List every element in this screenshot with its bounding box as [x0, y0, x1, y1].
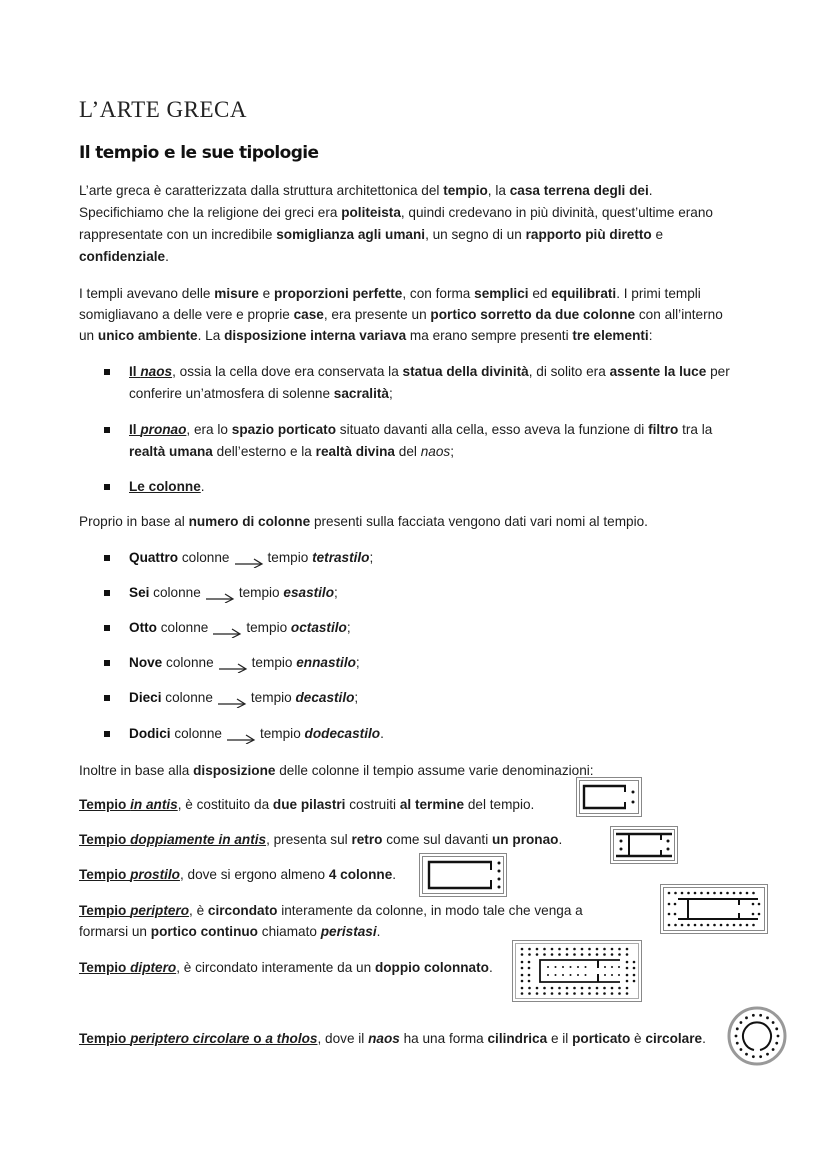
- list-item-naos-cont: conferire un’atmosfera di solenne sacralità;: [129, 386, 393, 401]
- columns-intro: Proprio in base al numero di colonne presenti sulla facciata vengono dati vari nomi al tempio.: [79, 514, 648, 529]
- column-type-item: Dodici colonne tempio dodecastilo.: [129, 723, 384, 745]
- prostilo-plan-icon: [419, 853, 507, 897]
- column-type-item: Nove colonne tempio ennastilo;: [129, 652, 360, 674]
- column-type-item: Sei colonne tempio esastilo;: [129, 582, 338, 604]
- in-antis-plan-icon: [576, 777, 642, 817]
- square-bullet-icon: [104, 660, 110, 666]
- right-arrow-icon: [205, 588, 235, 598]
- intro-line: rappresentate con un incredibile somiglianza agli umani, un segno di un rapporto più diretto e: [79, 227, 664, 242]
- column-type-item: Otto colonne tempio octastilo;: [129, 617, 351, 639]
- square-bullet-icon: [104, 590, 110, 596]
- diptero-plan-icon: [512, 940, 642, 1002]
- periptero-plan-icon: [660, 884, 768, 934]
- temple-type-periptero: Tempio periptero, è circondato interamente da colonne, in modo tale che venga a: [79, 903, 583, 918]
- square-bullet-icon: [104, 369, 110, 375]
- paragraph-line: somigliavano a delle vere e proprie case, era presente un portico sorretto da due colonne con all’interno: [79, 307, 723, 322]
- column-type-item: Dieci colonne tempio decastilo;: [129, 687, 358, 709]
- temple-type-prostilo: Tempio prostilo, dove si ergono almeno 4 colonne.: [79, 867, 397, 882]
- intro-line: L’arte greca è caratterizzata dalla struttura architettonica del tempio, la casa terrena degli dei.: [79, 183, 653, 198]
- tholos-plan-icon: [727, 1006, 787, 1066]
- temple-type-doppiamente-in-antis: Tempio doppiamente in antis, presenta sul retro come sul davanti un pronao.: [79, 832, 563, 847]
- temple-type-diptero: Tempio diptero, è circondato interamente da un doppio colonnato.: [79, 960, 493, 975]
- square-bullet-icon: [104, 484, 110, 490]
- list-item-colonne: Le colonne.: [129, 479, 205, 494]
- document-title: L’ARTE GRECA: [79, 97, 247, 122]
- list-item-pronao: Il pronao, era lo spazio porticato situato davanti alla cella, esso aveva la funzione di filtro tra la: [129, 422, 713, 437]
- temple-type-periptero-cont: formarsi un portico continuo chiamato peristasi.: [79, 924, 381, 939]
- paragraph-line: I templi avevano delle misure e proporzioni perfette, con forma semplici ed equilibrati. I primi templi: [79, 286, 701, 301]
- column-type-item: Quattro colonne tempio tetrastilo;: [129, 547, 373, 569]
- intro-line: Specifichiamo che la religione dei greci era politeista, quindi credevano in più divinità, quest’ultime erano: [79, 205, 713, 220]
- square-bullet-icon: [104, 731, 110, 737]
- right-arrow-icon: [212, 623, 242, 633]
- square-bullet-icon: [104, 625, 110, 631]
- right-arrow-icon: [217, 693, 247, 703]
- list-item-naos: Il naos, ossia la cella dove era conservata la statua della divinità, di solito era assente la luce per: [129, 364, 730, 379]
- paragraph-line: un unico ambiente. La disposizione interna variava ma erano sempre presenti tre elementi:: [79, 328, 653, 343]
- right-arrow-icon: [234, 553, 264, 563]
- right-arrow-icon: [226, 729, 256, 739]
- disposition-intro: Inoltre in base alla disposizione delle colonne il tempio assume varie denominazioni:: [79, 763, 594, 778]
- square-bullet-icon: [104, 427, 110, 433]
- square-bullet-icon: [104, 555, 110, 561]
- right-arrow-icon: [218, 658, 248, 668]
- doppiamente-in-antis-plan-icon: [610, 826, 678, 864]
- intro-line: confidenziale.: [79, 249, 169, 264]
- temple-type-tholos: Tempio periptero circolare o a tholos, dove il naos ha una forma cilindrica e il porticato è circolare.: [79, 1031, 706, 1046]
- list-item-pronao-cont: realtà umana dell’esterno e la realtà divina del naos;: [129, 444, 454, 459]
- square-bullet-icon: [104, 695, 110, 701]
- temple-type-in-antis: Tempio in antis, è costituito da due pilastri costruiti al termine del tempio.: [79, 797, 535, 812]
- section-subtitle: Il tempio e le sue tipologie: [79, 143, 319, 163]
